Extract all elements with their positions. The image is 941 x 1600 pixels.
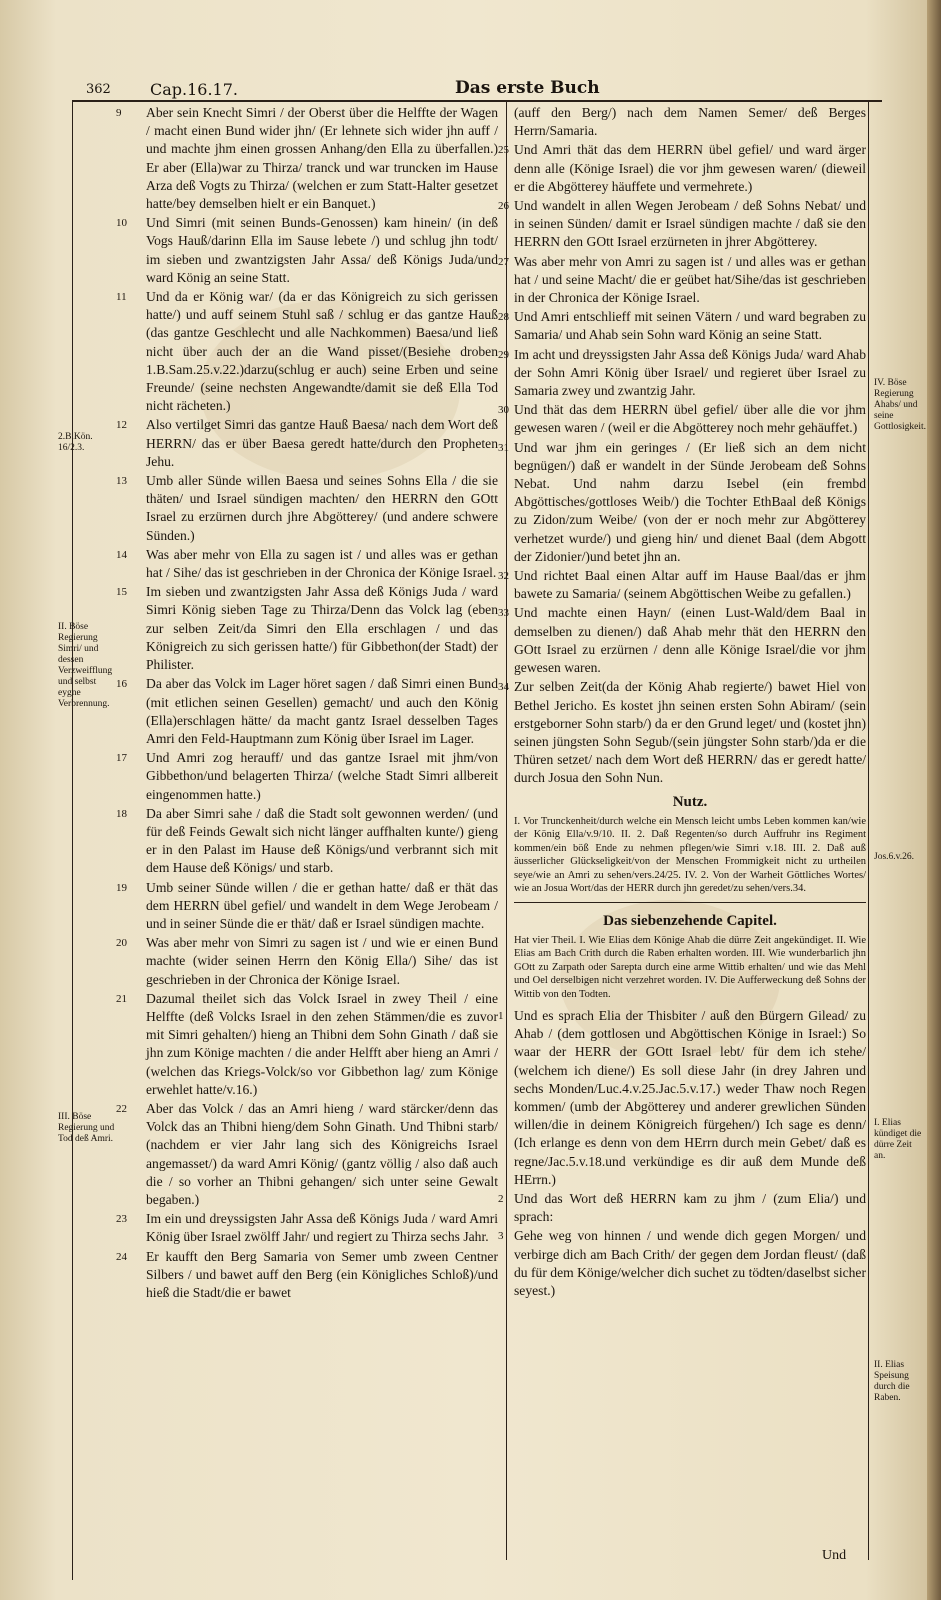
left-column	[116, 104, 498, 1554]
verse-number: 18	[116, 807, 127, 820]
verse-text: Und da er König war/ (da er das Königreich zu sich gerissen hatte/) und auff seinem Stuhl saß / schlug er das gantze Hauß (das gantze Geschlecht und alle Nachkommen) Baesa/und ließ nicht über auch der an die Wand pisset/(Besiehe droben 1.B.Sam.25.v.22.)darzu(schlug er auch) seine Erben und seine Freunde/ (seine nechsten Angewandte/damit sie deß Ella Tod nicht rächeten.)	[146, 289, 498, 414]
verse	[498, 401, 866, 437]
catchword: Und	[822, 1548, 847, 1563]
verse	[116, 214, 498, 287]
verse	[116, 416, 498, 471]
verse-text: Und thät das dem HERRN übel gefiel/ über alle die vor jhm gewesen waren / (weil er die Abgötterey noch mehr gehäuffet.)	[514, 402, 866, 436]
verse	[498, 678, 866, 787]
verse-text: Aber sein Knecht Simri / der Oberst über die Helffte der Wagen / macht einen Bund wider jhn/ (Er lehnete sich wider jhn auff / und machte jhm einen grossen Anhang/den Ella zu überfallen.) Er aber (Ella)war zu Thirza/ tranck und war truncken im Hause Arza deß Vogts zu Thirza/ (welchen er zum Statt-Halter gesetzet hatte/bey demselben hielt er ein Banquet.)	[146, 105, 498, 212]
verse-text: Dazumal theilet sich das Volck Israel in zwey Theil / eine Helffte (deß Volcks Israel in den zehen Stämmen/die es zuvor mit Simri gehalten/) hieng an Thibni dem Sohn Ginath / daß sie jhn zum Könige machten / die ander Helfft aber hieng an Amri / (welchen das Kriegs-Volck/so vor Gibbethon lag/ zum Könige erwehlet hatte/v.16.)	[146, 990, 498, 1097]
chapter-reference: Cap.16.17.	[150, 80, 238, 99]
verse-number: 21	[116, 992, 127, 1005]
verse-number: 25	[498, 144, 509, 157]
verse-number: 28	[498, 311, 509, 324]
verse-text: Umb aller Sünde willen Baesa und seines Sohns Ella / die sie thäten/ und Israel sündigen machten/ den HERRN den GOtt Israel zu erzürnen durch jhre Abgötterey/ (und andere schwere Sünden.)	[146, 473, 498, 543]
verse	[116, 583, 498, 674]
verse	[116, 805, 498, 878]
margin-reference: 2.B.Kön. 16/2.3.	[58, 432, 93, 453]
verse	[116, 104, 498, 213]
verse-text: Und Amri entschlieff mit seinen Vätern / und ward begraben zu Samaria/ und Ahab sein Sohn ward König an seine Statt.	[514, 309, 866, 343]
verse	[116, 472, 498, 545]
verse	[116, 1210, 498, 1246]
verse	[498, 439, 866, 566]
verse	[498, 1007, 866, 1189]
verse-number: 15	[116, 586, 127, 599]
chapter-heading: Das siebenzehende Capitel.	[603, 912, 777, 929]
verse-text: Und war jhm ein geringes / (Er ließ sich an dem nicht begnügen/) daß er wandelt in der Sünde Jerobeam deß Sohns Nebat. Und nahm darzu Isebel (ein frembd Abgöttisches/gottloses Weib/) die Tochter EthBaal deß Königs zu Zidon/zum Weibe/ (von der er noch mehr zur Abgötterey verhetzet wurde/) und gieng hin/ und dienet Baal (dem Abgott der Zidonier/)und betet jhn an.	[514, 439, 866, 564]
verse	[498, 141, 866, 196]
verse-number: 29	[498, 348, 509, 361]
verse-text: Also vertilget Simri das gantze Hauß Baesa/ nach dem Wort deß HERRN/ das er über Baesa geredt hatte/durch den Propheten Jehu.	[146, 417, 498, 469]
right-column	[498, 104, 866, 1564]
verse-text: Und wandelt in allen Wegen Jerobeam / deß Sohns Nebat/ und in seinen Sünden/ damit er Israel sündigen machte / daß sie den HERRN den GOtt Israel erzürneten in jhrer Abgötterey.	[514, 198, 866, 250]
verse-number: 2	[498, 1193, 504, 1206]
verse-number: 20	[116, 937, 127, 950]
chapter-summary: Hat vier Theil. I. Wie Elias dem Könige Ahab die dürre Zeit angekündiget. II. Wie Elias am Bach Crith durch die Raben erhalten worden. III. Wie wunderbarlich jhn GOtt zu Zarpath oder Sarepta durch eine arme Wittib erhalten/ und wie das Mehl und Oel derselbigen nicht verzehret worden. IV. Die Aufferweckung deß Sohns der Wittib von den Todten.	[514, 934, 866, 1000]
verse	[116, 1100, 498, 1209]
verse-number: 17	[116, 752, 127, 765]
verse-number: 11	[116, 291, 127, 304]
verse-text: Und es sprach Elia der Thisbiter / auß den Bürgern Gilead/ zu Ahab / (dem gottlosen und Abgöttischen Könige in Israel:) So waar der HERR der GOtt Israel lebt/ für dem ich stehe/ (welchem ich diene/) Es soll diese Jahr (in drey Jahren und sechs Monden/Luc.4.v.25.Jac.5.v.17.) weder Thaw noch Regen kommen/ (umb der Abgötterey und anderer grewlichen Sünden willen/die in deinem Königreich fürgehen/) Ich sage es denn/ (Ich erlange es denn von dem HErrn durch mein Gebet/ daß es regne/Jac.5.v.18.und verkündige es dir auß dem Munde deß HErrn.)	[514, 1008, 866, 1187]
verse-number: 9	[116, 107, 122, 119]
verse-text: Und Amri thät das dem HERRN übel gefiel/ und ward ärger denn alle (Könige Israel) die vor jhm gewesen waren/ (dieweil er die Abgötterey häuffete und vermehrete.)	[514, 142, 866, 194]
verse	[514, 104, 866, 140]
verse-text: Im ein und dreyssigsten Jahr Assa deß Königs Juda / ward Amri König über Israel zwölff Jahr/ und regiert zu Thirza sechs Jahr.	[146, 1211, 498, 1245]
verse-text: Und machte einen Hayn/ (einen Lust-Wald/dem Baal in demselben zu dienen/) daß Ahab mehr thät den HERRN den GOtt Israel zu erzürnen / denn alle Könige Israel/die vor jhm gewesen waren.	[514, 605, 866, 676]
verse	[116, 1248, 498, 1303]
verse	[498, 253, 866, 308]
margin-note: III. Böse Regierung und Tod deß Amri.	[58, 1112, 115, 1144]
verse	[116, 990, 498, 1099]
verse-number: 34	[498, 681, 509, 694]
verse-text: Und Simri (mit seinen Bunds-Genossen) kam hinein/ (in deß Vogs Hauß/darinn Ella im Sause lebete /) und schlug jhn todt/ im sieben und zwantzigsten Jahr Assa/ deß Königs Juda/und ward König an seine Statt.	[146, 215, 498, 285]
margin-note: I. Elias kündiget die dürre Zeit an.	[874, 1118, 922, 1161]
verse-text: Da aber das Volck im Lager höret sagen / daß Simri einen Bund (mit etlichen seinen Gesellen) gemacht/ und auch den König (Ella)erschlagen hätte/ da macht gantz Israel desselben Tages Amri den Feld-Hauptmann zum König über Israel im Lager.	[146, 676, 498, 746]
verse	[116, 879, 498, 934]
header-rule	[72, 100, 882, 102]
verse-text: Zur selben Zeit(da der König Ahab regierte/) bawet Hiel von Bethel Jericho. Es kostet jhn seinen ersten Sohn Abiram/ (sein erstgeborner Sohn starb/) da er den Grund leget/ und (kostet jhn) seinen jüngsten Sohn Segub/(sein jüngster Sohn starb/)da er die Thüren setzet/ nach dem Wort deß HERRN/ das er geredt hatte/ durch Josua den Sohn Nun.	[514, 679, 866, 786]
verse-number: 24	[116, 1250, 127, 1263]
margin-note: IV. Böse Regierung Ahabs/ und seine Gottlosigkeit.	[874, 378, 926, 432]
verse-number: 1	[498, 1010, 504, 1023]
verse-number: 13	[116, 475, 127, 488]
verse-text: Umb seiner Sünde willen / die er gethan hatte/ daß er thät das dem HERRN übel gefiel/ und wandelt in dem Wege Jerobeam / und in seiner Sünde die er thät/ daß er Israel sündigen machte.	[146, 879, 498, 931]
verse-number: 10	[116, 217, 127, 230]
verse-text: Und richtet Baal einen Altar auff im Hause Baal/das er jhm bawete zu Samaria/ (seinem Abgöttischen Weibe zu gefallen.)	[514, 568, 866, 602]
verse-number: 26	[498, 200, 509, 213]
nutz-heading: Nutz.	[672, 793, 708, 810]
verse-text: Im sieben und zwantzigsten Jahr Assa deß Königs Juda / ward Simri König sieben Tage zu Thirza/Denn das Volck lag (eben zur selben Zeit/da Simri den Ella erschlagen / und das Königreich zu sich gerissen hatte/) für Gibbethon(der Stadt) der Philister.	[146, 584, 498, 673]
verse	[116, 749, 498, 804]
nutz-text: I. Vor Trunckenheit/durch welche ein Mensch leicht umbs Leben kommen kan/wie der König Ella/v.9/10. II. 2. Daß Regenten/so durch Auffruhr ins Regiment kommen/ein böß Ende zu nehmen pflegen/wie Simri v.18. III. 2. Daß auß äusserlicher Glückseligkeit/von der Menschen Frommigkeit nicht zu urtheilen seye/wie an Amri zu sehen/vers.24/25. IV. 2. Von der Warheit Göttliches Wortes/ wie an Josua Wort/das der HERR durch jhn geredet/zu sehen/vers.34.	[514, 815, 866, 903]
verse	[498, 1227, 866, 1300]
margin-reference: Jos.6.v.26.	[874, 852, 915, 862]
verse-number: 12	[116, 419, 127, 432]
verse	[498, 308, 866, 344]
verse-number: 27	[498, 255, 509, 268]
outer-margin-rule	[72, 100, 73, 1580]
verse	[498, 1190, 866, 1226]
verse-text: Er kaufft den Berg Samaria von Semer umb zween Centner Silbers / und bawet auff den Berg (ein Königliches Schloß)/und hieß die Stadt/die er bawet	[146, 1248, 498, 1300]
verse-number: 32	[498, 570, 509, 583]
verse-text: Gehe weg von hinnen / und wende dich gegen Morgen/ und verbirge dich am Bach Crith/ der gegen dem Jordan fleust/ (daß du für dem Könige/welcher dich suchet zu tödten/daselbst sicher seyest.)	[514, 1228, 866, 1299]
verse-number: 31	[498, 441, 509, 454]
verse-number: 16	[116, 678, 127, 691]
verse-number: 22	[116, 1102, 127, 1115]
running-title: Das erste Buch	[455, 78, 600, 98]
verse-text: Und das Wort deß HERRN kam zu jhm / (zum Elia/) und sprach:	[514, 1191, 866, 1225]
verse-number: 3	[498, 1230, 504, 1243]
margin-note: II. Böse Regierung Simri/ und dessen Verzweifflung und selbst eygne Verbrennung.	[58, 622, 113, 709]
verse	[116, 675, 498, 748]
verse-number: 33	[498, 607, 509, 620]
verse	[498, 197, 866, 252]
verse	[498, 604, 866, 677]
page-number: 362	[86, 82, 111, 97]
verse	[116, 288, 498, 415]
page-gutter	[927, 0, 941, 1600]
verse-text: Und Amri zog herauff/ und das gantze Israel mit jhm/von Gibbethon/und belagerten Thirza/ (welche Stadt Simri allbereit eingenommen hatte.)	[146, 750, 498, 802]
verse-text: Da aber Simri sahe / daß die Stadt solt gewonnen werden/ (und für deß Feinds Gewalt sich nicht länger auffhalten kunte/) gieng er in den Palast im Hause deß Königs/und verbrannt sich mit dem Hause deß Königs/ und starb.	[146, 805, 498, 876]
verse-number: 30	[498, 404, 509, 417]
verse-number: 23	[116, 1213, 127, 1226]
verse-number: 14	[116, 548, 127, 561]
verse-text: (auff den Berg/) nach dem Namen Semer/ deß Berges Herrn/Samaria.	[514, 105, 866, 139]
verse-number: 19	[116, 881, 127, 894]
right-margin-rule	[868, 100, 869, 1560]
verse	[116, 934, 498, 989]
verse-text: Was aber mehr von Amri zu sagen ist / und alles was er gethan hat / und seine Macht/ die er geübet hat/Sihe/das ist geschrieben in der Chronica der Könige Israel.	[514, 253, 866, 306]
verse-text: Was aber mehr von Simri zu sagen ist / und wie er einen Bund machte (wider seinen Herrn den König Ella/) Sihe/ das ist geschrieben in der Chronica der Könige Israel.	[146, 935, 498, 987]
verse	[498, 346, 866, 401]
verse-text: Aber das Volck / das an Amri hieng / ward stärcker/denn das Volck das an Thibni hieng/dem Sohn Ginath. Und Thibni starb/ (nachdem er vier Jahr lang sich des Königreichs Israel angemasset/) da ward Amri König/ (gantz völlig / also daß auch die / so vorher an Thibni gehangen/ sich unter seine Gewalt begaben.)	[146, 1100, 498, 1207]
margin-note: II. Elias Speisung durch die Raben.	[874, 1360, 910, 1403]
verse	[498, 567, 866, 603]
verse-text: Im acht und dreyssigsten Jahr Assa deß Königs Juda/ ward Ahab der Sohn Amri König über Israel/ und regieret über Israel zu Samaria zwey und zwantzig Jahr.	[514, 346, 866, 399]
verse	[116, 546, 498, 582]
verse-text: Was aber mehr von Ella zu sagen ist / und alles was er gethan hat / Sihe/ das ist geschrieben in der Chronica der Könige Israel.	[146, 546, 498, 581]
